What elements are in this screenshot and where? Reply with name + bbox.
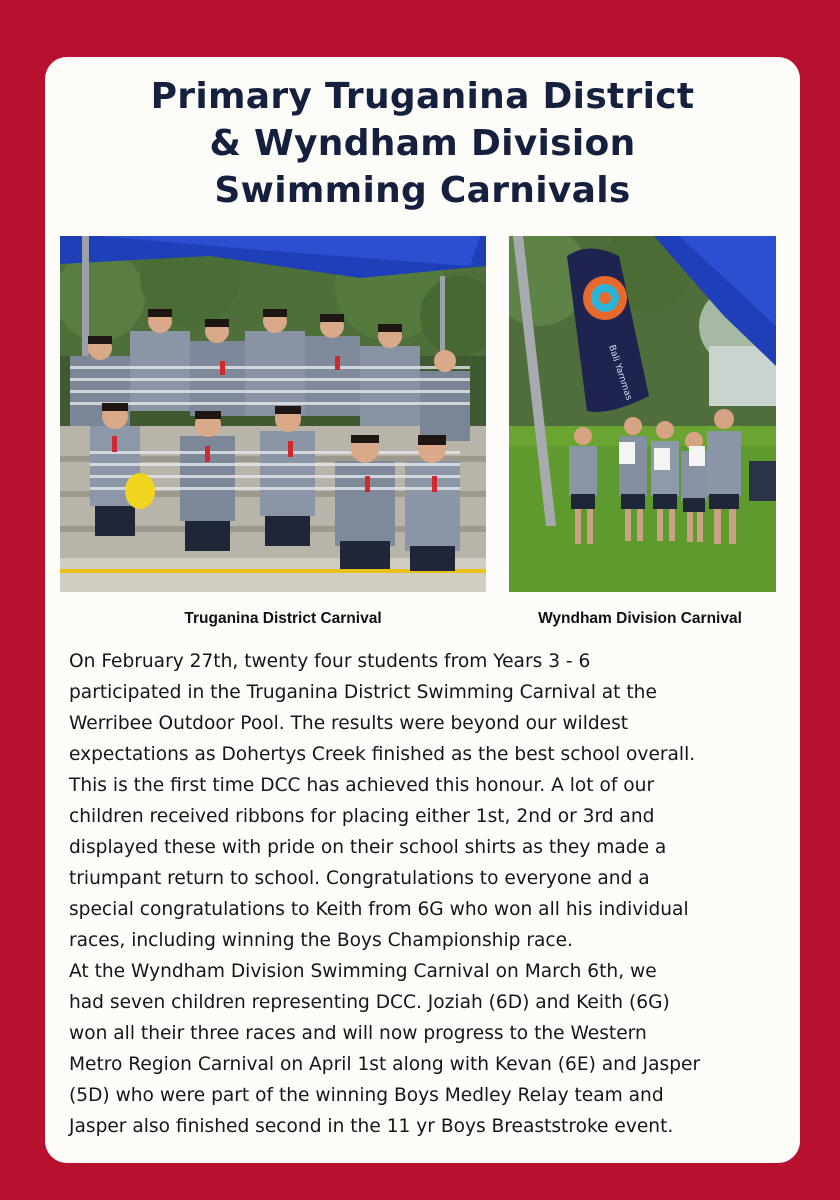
body-line: participated in the Truganina District Swimming Carnival at the xyxy=(69,682,657,703)
banner-text: Bali Yarnmas xyxy=(606,343,634,402)
body-line: At the Wyndham Division Swimming Carnival on March 6th, we xyxy=(69,961,657,982)
title-line: Primary Truganina District xyxy=(150,76,695,117)
body-line: (5D) who were part of the winning Boys Medley Relay team and xyxy=(69,1085,664,1106)
body-line: On February 27th, twenty four students from Years 3 - 6 xyxy=(69,651,591,672)
body-line: Werribee Outdoor Pool. The results were beyond our wildest xyxy=(69,713,629,734)
body-line: displayed these with pride on their school shirts as they made a xyxy=(69,837,667,858)
body-line: had seven children representing DCC. Joziah (6D) and Keith (6G) xyxy=(69,992,670,1013)
title-line: Swimming Carnivals xyxy=(214,170,631,211)
caption-truganina: Truganina District Carnival xyxy=(184,610,382,627)
article-title xyxy=(45,73,800,214)
article-body xyxy=(69,646,785,1142)
body-line: children received ribbons for placing either 1st, 2nd or 3rd and xyxy=(69,806,655,827)
truganina-group-photo xyxy=(60,236,486,592)
caption-wyndham: Wyndham Division Carnival xyxy=(538,610,742,627)
body-line: special congratulations to Keith from 6G who won all his individual xyxy=(69,899,689,920)
body-line: Jasper also finished second in the 11 yr Boys Breaststroke event. xyxy=(69,1116,674,1137)
wyndham-group-photo xyxy=(509,236,776,592)
body-line: triumpant return to school. Congratulations to everyone and a xyxy=(69,868,650,889)
newsletter-card xyxy=(45,57,800,1163)
body-line: Metro Region Carnival on April 1st along with Kevan (6E) and Jasper xyxy=(69,1054,701,1075)
title-line: & Wyndham Division xyxy=(209,123,636,164)
body-line: This is the first time DCC has achieved this honour. A lot of our xyxy=(69,775,655,796)
body-line: races, including winning the Boys Championship race. xyxy=(69,930,573,951)
body-line: won all their three races and will now progress to the Western xyxy=(69,1023,647,1044)
body-line: expectations as Dohertys Creek finished as the best school overall. xyxy=(69,744,696,765)
